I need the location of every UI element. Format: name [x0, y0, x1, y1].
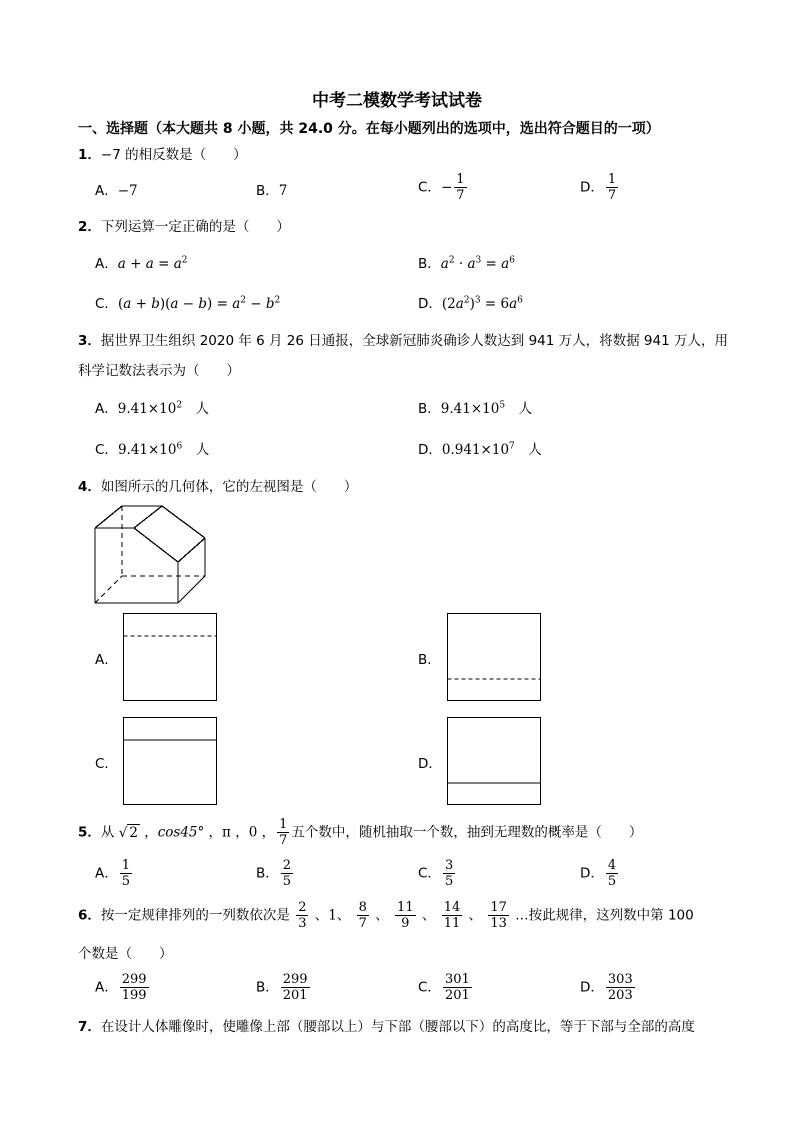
question-number: 1．	[78, 147, 101, 163]
q1-option-d: D． $\frac{1}{7}$	[580, 172, 617, 203]
question-number: 6．	[78, 907, 101, 924]
q4-option-c-label: C．	[95, 756, 118, 772]
question-number: 3．	[78, 333, 101, 349]
q3-option-d: D．$0.941\times 10^7$ 人	[418, 441, 542, 458]
question-stem: 在设计人体雕像时，使雕像上部（腰部以上）与下部（腰部以下）的高度比，等于下部与全部的高度	[100, 1019, 695, 1035]
question-number: 5．	[78, 824, 101, 841]
question-6: 6．按一定规律排列的一列数依次是 $\frac{2}{3}$ 、1、 $\frac{8}{7}$ 、 $\frac{11}{9}$ 、 $\frac{14}{11}$ 、 $\frac{17}{13}$ …按此规律，这列数中第 100	[78, 900, 694, 931]
question-6-line2: 个数是（ ）	[78, 946, 173, 962]
q6-option-c: C． $\frac{301}{201}$	[418, 972, 470, 1003]
question-2	[78, 217, 290, 237]
q2-option-a: A．$a + a = a^2$	[95, 255, 188, 272]
q4-option-b-label: B．	[418, 652, 441, 668]
question-number: 2．	[78, 219, 101, 235]
question-stem: 如图所示的几何体，它的左视图是（ ）	[100, 479, 358, 495]
q1-option-b: B．7	[256, 183, 288, 199]
question-4	[78, 477, 357, 497]
q5-option-b: B． $\frac{2}{5}$	[256, 858, 292, 889]
q3-option-b: B．$9.41\times 10^5$ 人	[418, 400, 533, 417]
q2-option-c: C．$(a + b)(a - b) = a^2 - b^2$	[95, 295, 281, 312]
q5-option-a: A． $\frac{1}{5}$	[95, 858, 131, 889]
question-number: 4．	[78, 479, 101, 495]
question-3	[78, 331, 728, 351]
question-5: 5．从 √ 2 ，cos45° ，π ，0 ， $\frac{1}{7}$ 五个数中，随机抽取一个数，抽到无理数的概率是（ ）	[78, 817, 643, 848]
q5-option-c: C． $\frac{3}{5}$	[418, 858, 454, 889]
question-7	[78, 1017, 695, 1037]
q4-option-a-view	[122, 612, 218, 702]
question-stem: 据世界卫生组织 2020 年 6 月 26 日通报，全球新冠肺炎确诊人数达到 941 万人，将数据 941 万人，用	[100, 333, 728, 349]
q2-option-b: B．$a^2 \cdot a^3 = a^6$	[418, 255, 515, 272]
q1-option-a: A．−7	[95, 183, 138, 199]
solid-figure	[90, 500, 210, 608]
q4-option-d-label: D．	[418, 756, 442, 772]
q6-option-d: D． $\frac{303}{203}$	[580, 972, 633, 1003]
q4-option-b-view	[446, 612, 542, 702]
question-stem: −7 的相反数是（ ）	[100, 147, 247, 163]
q3-option-c: C．$9.41\times 10^6$ 人	[95, 441, 210, 458]
q3-option-a: A．$9.41\times 10^2$ 人	[95, 400, 210, 417]
q4-option-c-view	[122, 716, 218, 806]
question-stem: 下列运算一定正确的是（ ）	[100, 219, 290, 235]
q5-option-d: D． $\frac{4}{5}$	[580, 858, 617, 889]
q6-option-a: A． $\frac{299}{199}$	[95, 972, 147, 1003]
question-number: 7．	[78, 1019, 101, 1035]
q6-option-b: B． $\frac{299}{201}$	[256, 972, 308, 1003]
q2-option-d: D．$(2a^2)^3 = 6a^6$	[418, 295, 523, 312]
q4-option-a-label: A．	[95, 652, 118, 668]
question-3-line2: 科学记数法表示为（ ）	[78, 363, 240, 379]
page-title: 中考二模数学考试试卷	[312, 91, 482, 111]
q1-option-c: C．− $\frac{1}{7}$	[418, 172, 465, 203]
question-1	[78, 145, 247, 165]
q4-option-d-view	[446, 716, 542, 806]
section-heading: 一、选择题（本大题共 8 小题，共 24.0 分。在每小题列出的选项中，选出符合题目的一项）	[78, 121, 660, 137]
